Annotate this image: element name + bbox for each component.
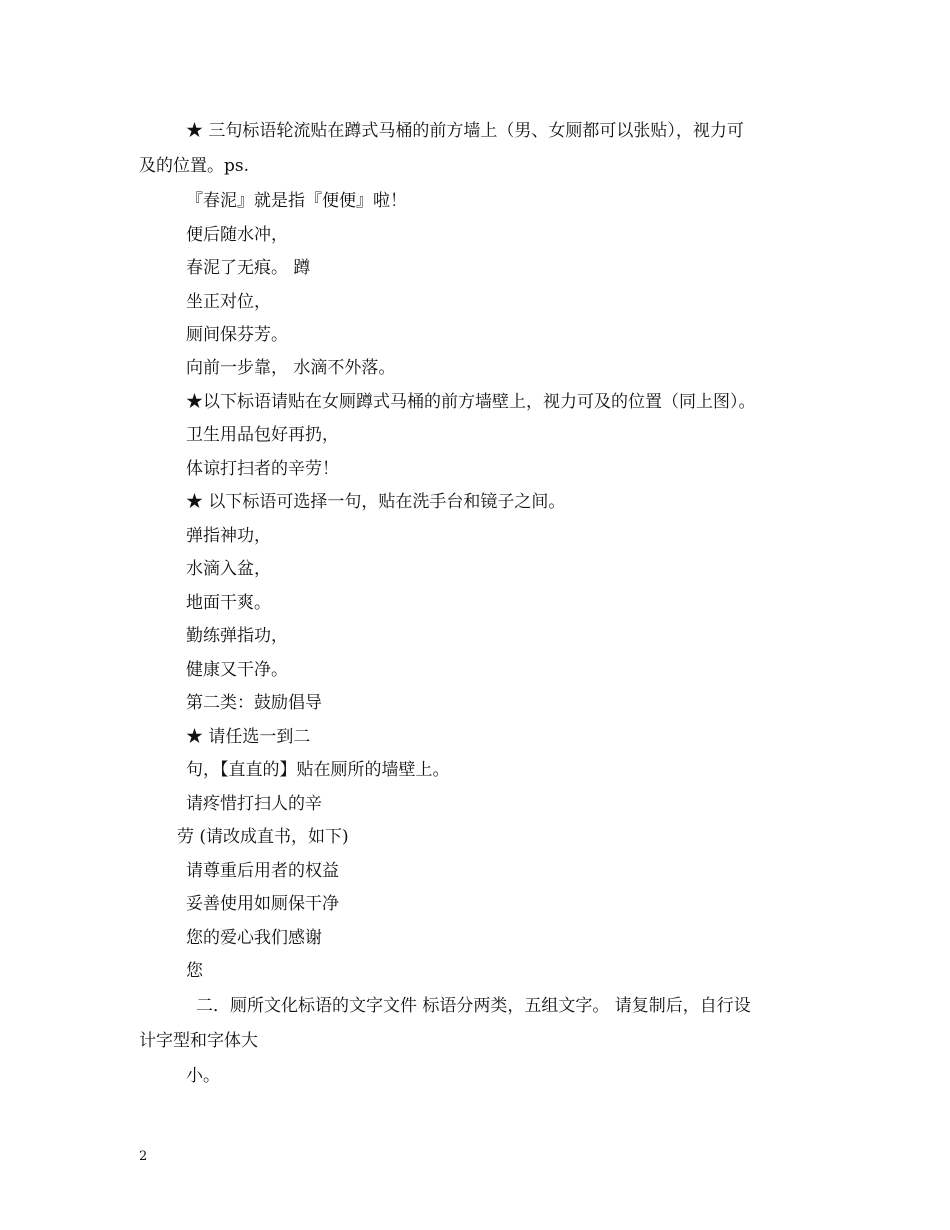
text-line-21: 请疼惜打扫人的辛 xyxy=(186,794,322,814)
page-number: 2 xyxy=(139,1149,148,1164)
text-line-26: 您 xyxy=(186,961,203,981)
text-line-25: 您的爱心我们感谢 xyxy=(186,928,322,948)
text-line-16: 勤练弹指功， xyxy=(186,626,288,646)
text-line-10: 卫生用品包好再扔， xyxy=(186,425,339,445)
text-line-6: 坐正对位， xyxy=(186,292,271,312)
text-line-24: 妥善使用如厕保干净 xyxy=(186,894,339,914)
text-line-12: ★ 以下标语可选择一句，贴在洗手台和镜子之间。 xyxy=(186,492,566,512)
text-line-1: ★ 三句标语轮流贴在蹲式马桶的前方墙上（男、女厕都可以张贴），视力可 xyxy=(186,121,744,141)
text-line-29: 小。 xyxy=(186,1066,220,1086)
text-line-11: 体谅打扫者的辛劳！ xyxy=(186,459,339,479)
text-line-3: 『春泥』就是指『便便』啦！ xyxy=(186,191,407,211)
text-line-15: 地面干爽。 xyxy=(186,593,271,613)
text-line-20: 句，【直直的】贴在厕所的墙壁上。 xyxy=(186,760,450,780)
text-line-22: 劳 (请改成直书，如下) xyxy=(177,827,349,847)
text-line-27: 二．厕所文化标语的文字文件 标语分两类，五组文字。 请复制后，自行设 xyxy=(196,996,751,1016)
text-line-28: 计字型和字体大 xyxy=(139,1031,258,1051)
text-line-9: ★以下标语请贴在女厕蹲式马桶的前方墙壁上，视力可及的位置（同上图）。 xyxy=(186,392,756,412)
text-line-2: 及的位置。ps. xyxy=(139,156,250,176)
text-line-18: 第二类：鼓励倡导 xyxy=(186,693,322,713)
text-line-14: 水滴入盆， xyxy=(186,559,271,579)
text-line-5: 春泥了无痕。 蹲 xyxy=(186,258,311,278)
text-line-23: 请尊重后用者的权益 xyxy=(186,861,339,881)
text-line-19: ★ 请任选一到二 xyxy=(186,727,311,747)
text-line-7: 厕间保芬芳。 xyxy=(186,325,288,345)
text-line-13: 弹指神功， xyxy=(186,526,271,546)
text-line-4: 便后随水冲， xyxy=(186,225,288,245)
text-line-8: 向前一步靠， 水滴不外落。 xyxy=(186,358,396,378)
text-line-17: 健康又干净。 xyxy=(186,660,288,680)
